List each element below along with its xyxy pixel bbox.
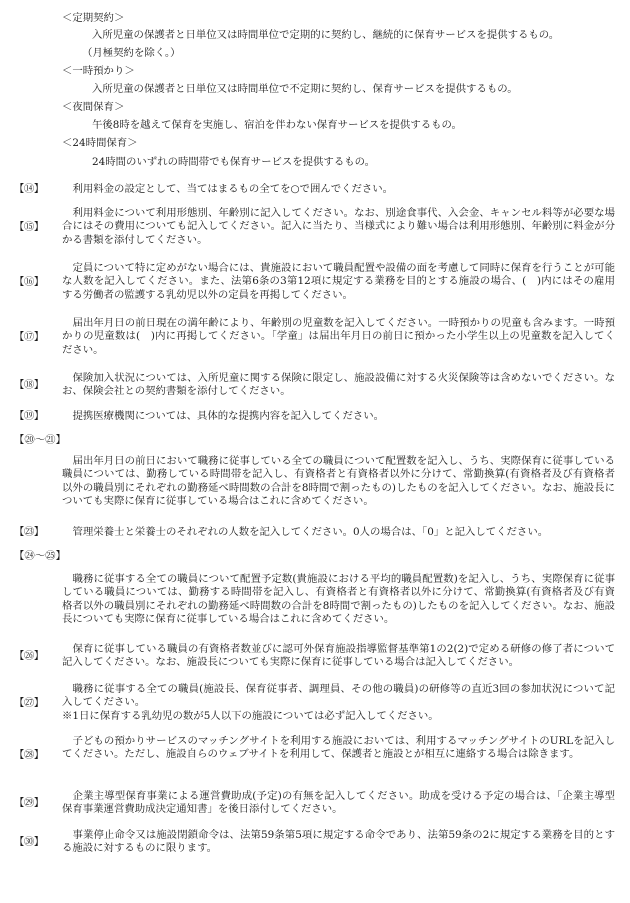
item-text-14: 利用料金の設定として、当てはまるもの全てを○で囲んでください。 <box>72 183 394 195</box>
group-header-24-25: 【㉔～㉕】 <box>14 550 66 562</box>
item-text-28: 子どもの預かりサービスのマッチングサイトを利用する施設においては、利用するマッチングサイトのURLを記入してください。ただし、施設自らのウェブサイトを利用して、保護者と施設とが相互に連絡する場合は除きます。 <box>62 735 615 761</box>
definition-heading-night-care: ＜夜間保育＞ <box>62 101 125 113</box>
definition-heading-24h-care: ＜24時間保育＞ <box>62 137 138 149</box>
item-text-29: 企業主導型保育事業による運営費助成(予定)の有無を記入してください。助成を受ける予定の場合は、「企業主導型保育事業運営費助成決定通知書」を後日添付してください。 <box>62 790 615 816</box>
item-label-26: 【㉖】 <box>14 650 44 662</box>
definition-body-temporary-care: 入所児童の保護者と日単位又は時間単位で不定期に契約し、保育サービスを提供するもの。 <box>92 83 518 95</box>
item-label-16: 【⑯】 <box>14 276 44 288</box>
item-label-30: 【㉚】 <box>14 836 44 848</box>
item-label-28: 【㉘】 <box>14 749 44 761</box>
definition-heading-regular-contract: ＜定期契約＞ <box>62 12 125 24</box>
item-text-23: 管理栄養士と栄養士のそれぞれの人数を記入してください。0人の場合は、「0」と記入してください。 <box>72 526 549 538</box>
item-label-27: 【㉗】 <box>14 697 44 709</box>
item-label-17: 【⑰】 <box>14 331 44 343</box>
group-text-20-21: 届出年月日の前日において職務に従事している全ての職員について配置数を記入し、うち、実際保育に従事している職員については、勤務している時間帯を記入し、有資格者と有資格者以外に分けて、常勤換算(有資格者及び有資格者以外の職員別にそれぞれの勤務延べ時間数の合計を8時間で割ったもの)したものを記入してください。なお、施設長についても実際に保育に従事している場合はこれに含めてください。 <box>62 455 615 507</box>
group-text-24-25: 職務に従事する全ての職員について配置予定数(貴施設における平均的職員配置数)を記入し、うち、実際保育に従事している職員については、勤務する時間帯を記入し、有資格者と有資格者以外に分けて、常勤換算(有資格者及び有資格者以外の職員別にそれぞれの勤務延べ時間数の合計を8時間で割ったもの)したものを記入してください。なお、施設長についても実際に保育に従事している場合はこれに含めてください。 <box>62 573 615 625</box>
item-text-16: 定員について特に定めがない場合には、貴施設において職員配置や設備の面を考慮して同時に保育を行うことが可能な人数を記入してください。また、法第6条の3第12項に規定する業務を目的とする施設の場合、( )内にはその雇用する労働者の監護する乳幼児以外の定員を再掲してください。 <box>62 262 615 301</box>
definition-body-night-care: 午後8時を越えて保育を実施し、宿泊を伴わない保育サービスを提供するもの。 <box>92 119 462 131</box>
item-label-23: 【㉓】 <box>14 526 44 538</box>
group-header-20-21: 【⑳～㉑】 <box>14 434 66 446</box>
item-label-29: 【㉙】 <box>14 797 44 809</box>
definition-note-regular-contract: （月極契約を除く。） <box>82 47 181 59</box>
definition-body-regular-contract: 入所児童の保護者と日単位又は時間単位で定期的に契約し、継続的に保育サービスを提供するもの。 <box>92 29 560 41</box>
item-label-18: 【⑱】 <box>14 379 44 391</box>
item-note-27: ※1日に保育する乳幼児の数が5人以下の施設については必ず記入してください。 <box>62 709 439 722</box>
item-text-18: 保険加入状況については、入所児童に関する保険に限定し、施設設備に対する火災保険等は含めないでください。なお、保険会社との契約書類を添付してください。 <box>62 372 615 398</box>
item-text-30: 事業停止命令又は施設閉鎖命令は、法第59条第5項に規定する命令であり、法第59条の2に規定する業務を目的とする施設に対するものに限ります。 <box>62 829 615 855</box>
item-text-27-main: 職務に従事する全ての職員(施設長、保育従事者、調理員、その他の職員)の研修等の直近3回の参加状況について記入してください。 <box>62 683 615 709</box>
item-text-17: 届出年月日の前日現在の満年齢により、年齢別の児童数を記入してください。一時預かりの児童も含みます。一時預かりの児童数は( )内に再掲してください。「学童」は届出年月日の前日に預かった小学生以上の児童数を記入してください。 <box>62 317 615 356</box>
definition-heading-temporary-care: ＜一時預かり＞ <box>62 65 135 77</box>
item-label-15: 【⑮】 <box>14 221 44 233</box>
item-text-19: 提携医療機関については、具体的な提携内容を記入してください。 <box>72 410 385 422</box>
item-text-27 <box>62 683 615 723</box>
item-text-26: 保育に従事している職員の有資格者数並びに認可外保育施設指導監督基準第1の2(2)で定める研修の修了者について記入してください。なお、施設長についても実際に保育に従事している場合は記入してください。 <box>62 643 615 669</box>
definition-body-24h-care: 24時間のいずれの時間帯でも保育サービスを提供するもの。 <box>92 156 375 168</box>
item-label-14: 【⑭】 <box>14 183 44 195</box>
item-label-19: 【⑲】 <box>14 410 44 422</box>
item-text-15: 利用料金について利用形態別、年齢別に記入してください。なお、別途食事代、入会金、キャンセル料等が必要な場合にはその費用についても記入してください。記入に当たり、当様式により難い場合は利用形態別、年齢別に料金が分かる書類を添付してください。 <box>62 207 615 246</box>
